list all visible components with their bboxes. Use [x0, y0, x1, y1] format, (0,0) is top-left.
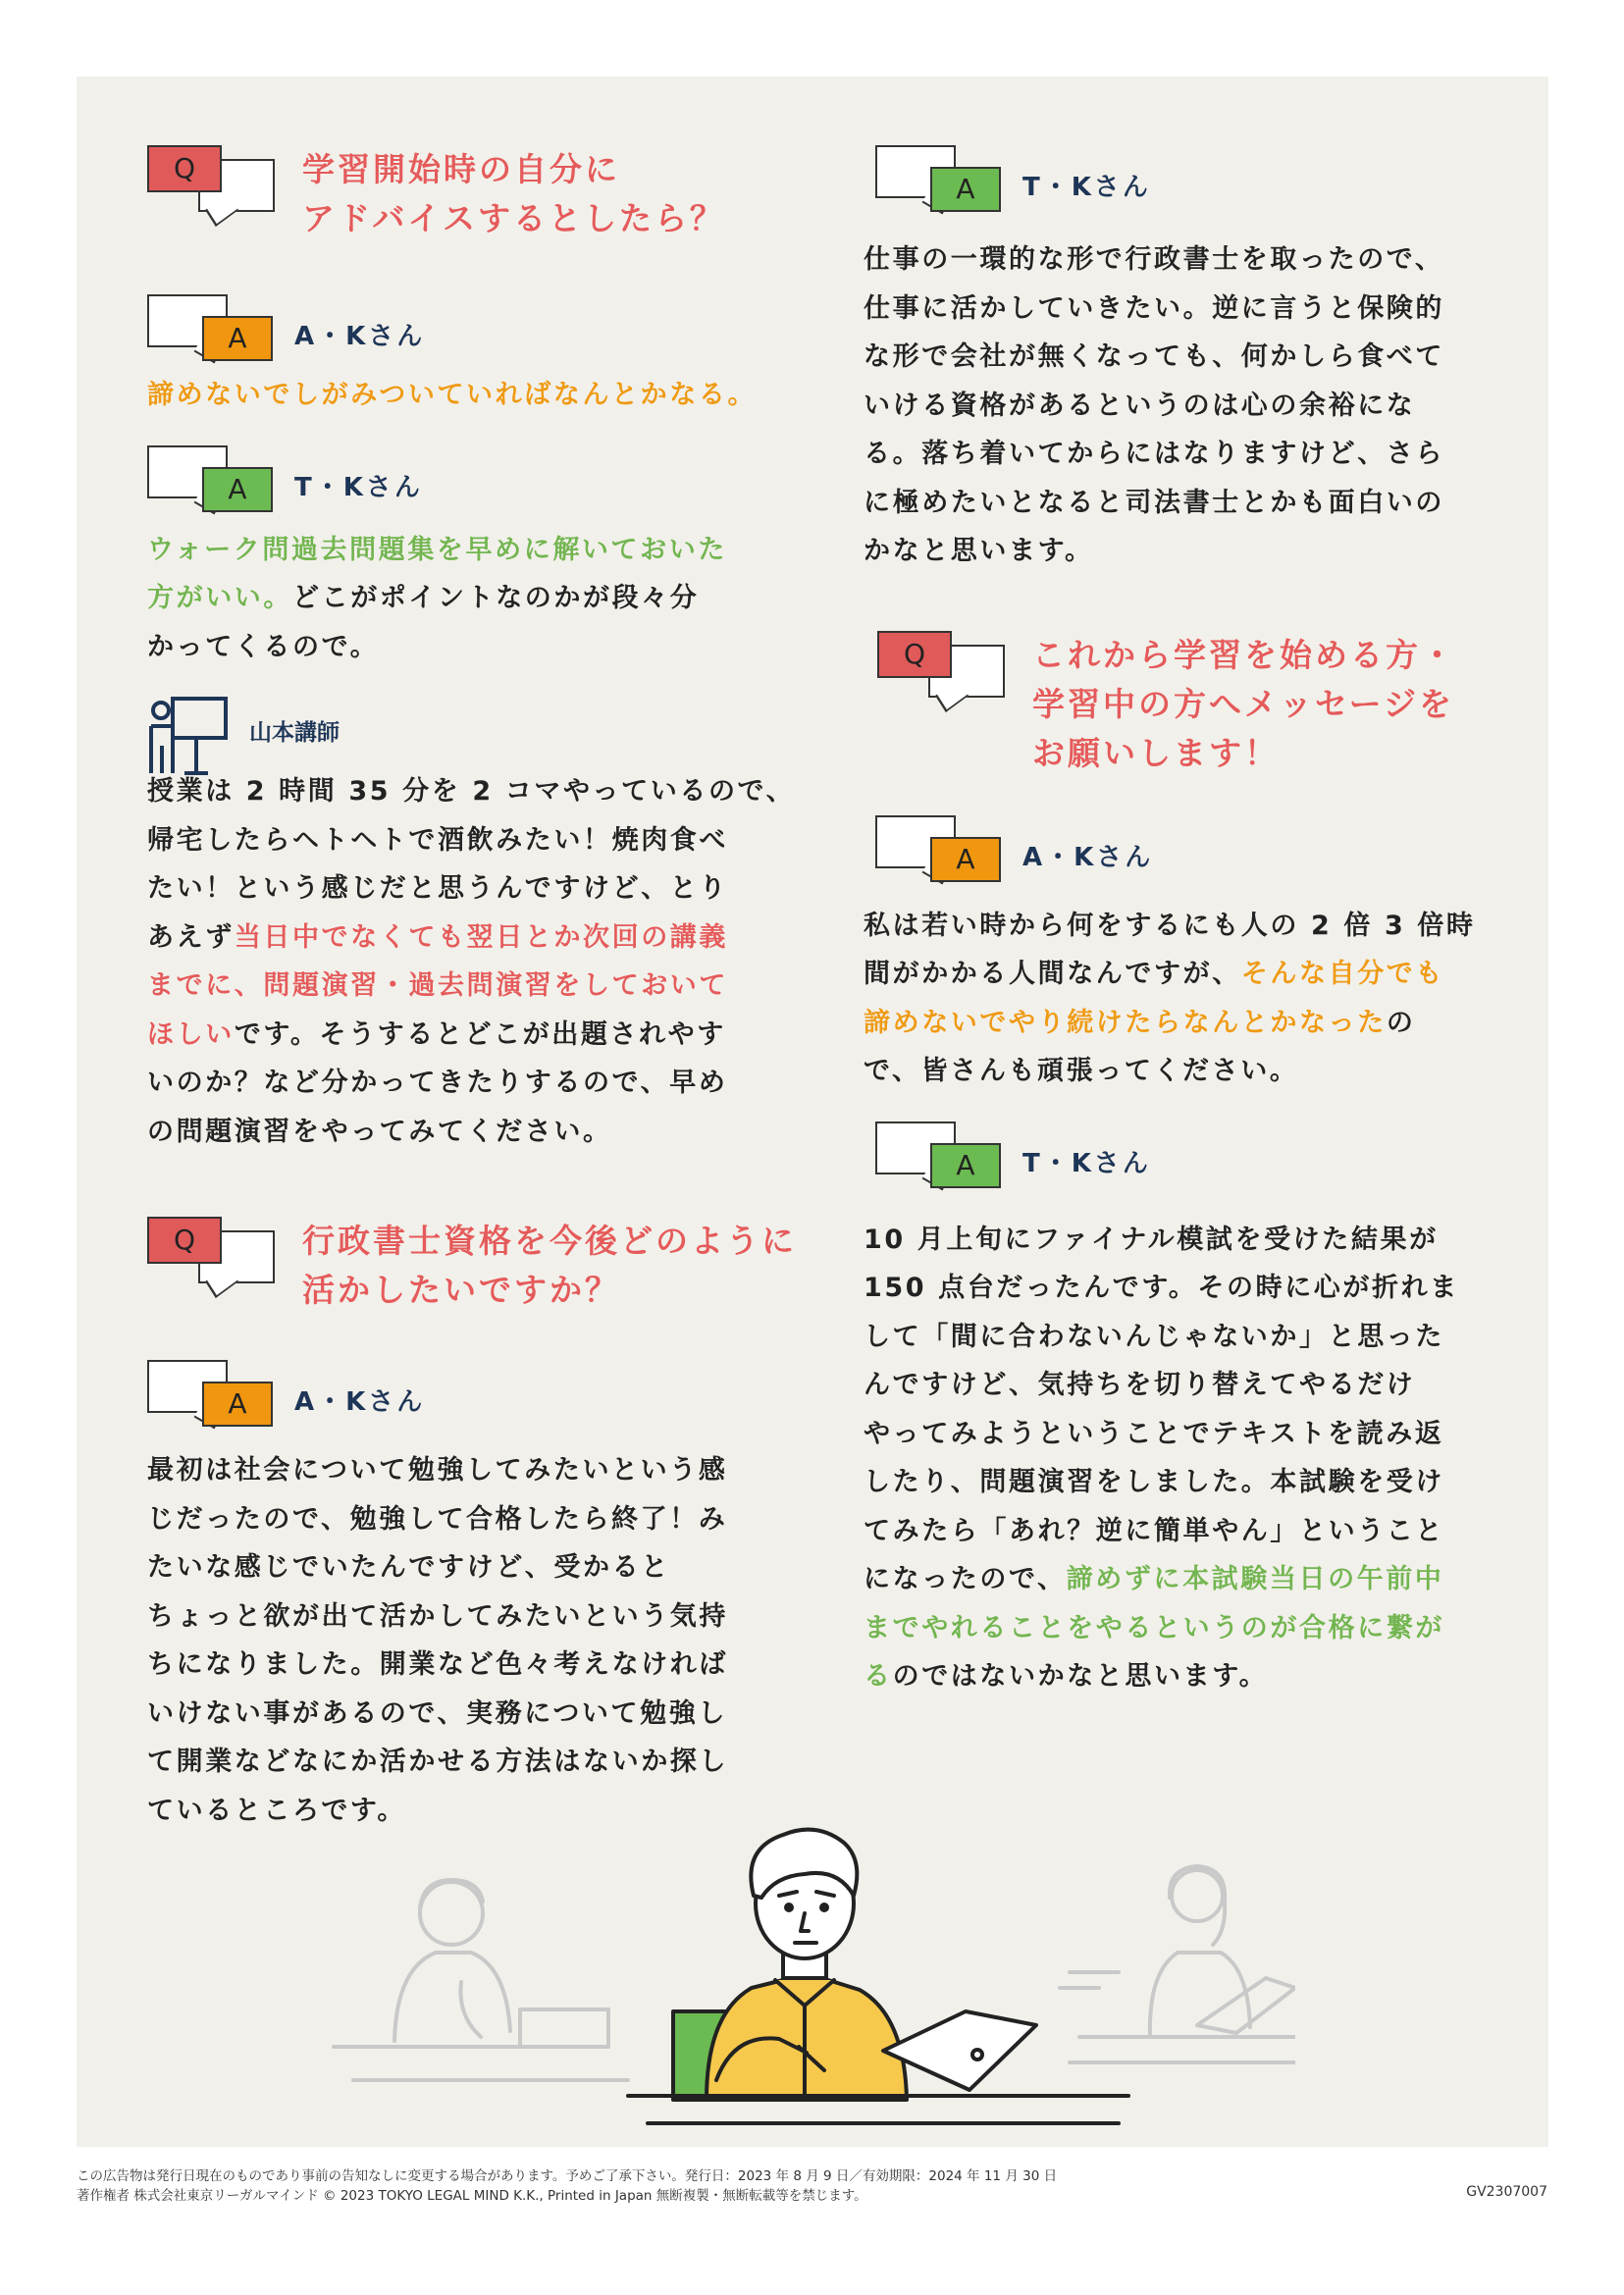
answer-tk-1 — [147, 445, 814, 526]
answer-bubble-icon: A — [147, 445, 275, 534]
question-3 — [877, 631, 1531, 778]
answer-text: 最初は社会について勉強してみたいという感 じだったので、勉強して合格したら終了！み たいな感じでいたんですけど、受かると ちょっと欲が出て活かしてみたいという気持 ちになりました。開業など色々考えなければ いけない事があるので、実務について勉強し て開業などなにか活かせる方法はないか探し ているところです。 — [147, 1455, 728, 1826]
question-title: これから学習を始める方・ 学習中の方へメッセージを お願いします！ — [1032, 635, 1456, 772]
question-title: 行政書士資格を今後どのように 活かしたいですか？ — [302, 1222, 797, 1309]
question-bubble-icon: Q — [877, 631, 1005, 719]
answer-text: ウォーク問過去問題集を早めに解いておいた 方がいい。どこがポイントなのかが段々分 かってくるので。 — [147, 534, 727, 662]
right-column — [864, 145, 1531, 1701]
instructor-header — [147, 695, 814, 777]
answer-text: 諦めないでしがみついていればなんとかなる。 — [147, 380, 758, 410]
main-student — [628, 1830, 1128, 2123]
answer-bubble-icon: A — [147, 1360, 275, 1448]
question-1 — [147, 145, 814, 263]
answer-bubble-icon: A — [875, 1121, 1003, 1210]
respondent-name: T・Kさん — [294, 472, 423, 502]
question-bubble-icon: Q — [147, 145, 275, 234]
respondent-name: T・Kさん — [1022, 1148, 1151, 1178]
respondent-name: T・Kさん — [1022, 173, 1151, 202]
question-2 — [147, 1217, 814, 1334]
document-code: GV2307007 — [1466, 2184, 1547, 2200]
answer-ak-2 — [147, 1360, 814, 1442]
respondent-name: A・Kさん — [294, 322, 426, 351]
respondent-name: A・Kさん — [1022, 842, 1154, 872]
answer-bubble-icon: A — [147, 294, 275, 383]
footer-copyright: 著作権者 株式会社東京リーガルマインド © 2023 TOKYO LEGAL MIND K.K., Printed in Japan 無断複製・無断転載等を禁じます。 — [77, 2188, 867, 2204]
answer-tk-2 — [875, 145, 1531, 228]
respondent-name: A・Kさん — [294, 1387, 426, 1417]
instructor-name: 山本講師 — [249, 720, 340, 746]
footer-disclaimer: この広告物は発行日現在のものであり事前の告知なしに変更する場合があります。予めご了承下さい。発行日：2023 年 8 月 9 日／有効期限：2024 年 11 月 30 日 — [77, 2168, 1058, 2184]
answer-text: 10 月上旬にファイナル模試を受けた結果が 150 点台だったんです。その時に心が折れま して「間に合わないんじゃないか」と思った んですけど、気持ちを切り替えてやるだけ やってみようということでテキストを読み返 したり、問題演習をしました。本試験を受け てみたら「あれ？逆に簡単やん」ということ になったので、諦めずに本試験当日の午前中 までやれることをやるというのが合格に繋が るのではないかなと思います。 — [864, 1224, 1459, 1692]
answer-ak-3 — [875, 815, 1531, 898]
question-bubble-icon: Q — [147, 1217, 275, 1305]
instructor-icon — [147, 695, 230, 777]
answer-tk-3 — [875, 1121, 1531, 1204]
answer-text: 私は若い時から何をするにも人の 2 倍 3 倍時 間がかかる人間なんですが、そんな自分でも 諦めないでやり続けたらなんとかなったの で、皆さんも頑張ってください。 — [864, 910, 1476, 1086]
instructor-text: 授業は 2 時間 35 分を 2 コマやっているので、 帰宅したらヘトヘトで酒飲みたい！焼肉食べ たい！という感じだと思うんですけど、とり あえず当日中でなくても翌日とか次回の講義 までに、問題演習・過去問演習をしておいて ほしいです。そうするとどこが出題されやす いのか？など分かってきたりするので、早め の問題演習をやってみてください。 — [147, 776, 796, 1147]
answer-bubble-icon: A — [875, 815, 1003, 904]
left-column — [147, 145, 814, 1835]
study-illustration — [314, 1805, 1295, 2129]
background-student-right — [1060, 1866, 1295, 2062]
answer-ak-1 — [147, 294, 814, 373]
footer-notes — [77, 2166, 1057, 2206]
background-student-left — [334, 1880, 628, 2080]
answer-bubble-icon: A — [875, 145, 1003, 234]
answer-text: 仕事の一環的な形で行政書士を取ったので、 仕事に活かしていきたい。逆に言うと保険的 な形で会社が無くなっても、何かしら食べて いける資格があるというのは心の余裕にな る。落ち着いてからにはなりますけど、さら に極めたいとなると司法書士とかも面白いの かなと思います。 — [864, 244, 1444, 566]
question-title: 学習開始時の自分に アドバイスするとしたら？ — [302, 150, 726, 237]
